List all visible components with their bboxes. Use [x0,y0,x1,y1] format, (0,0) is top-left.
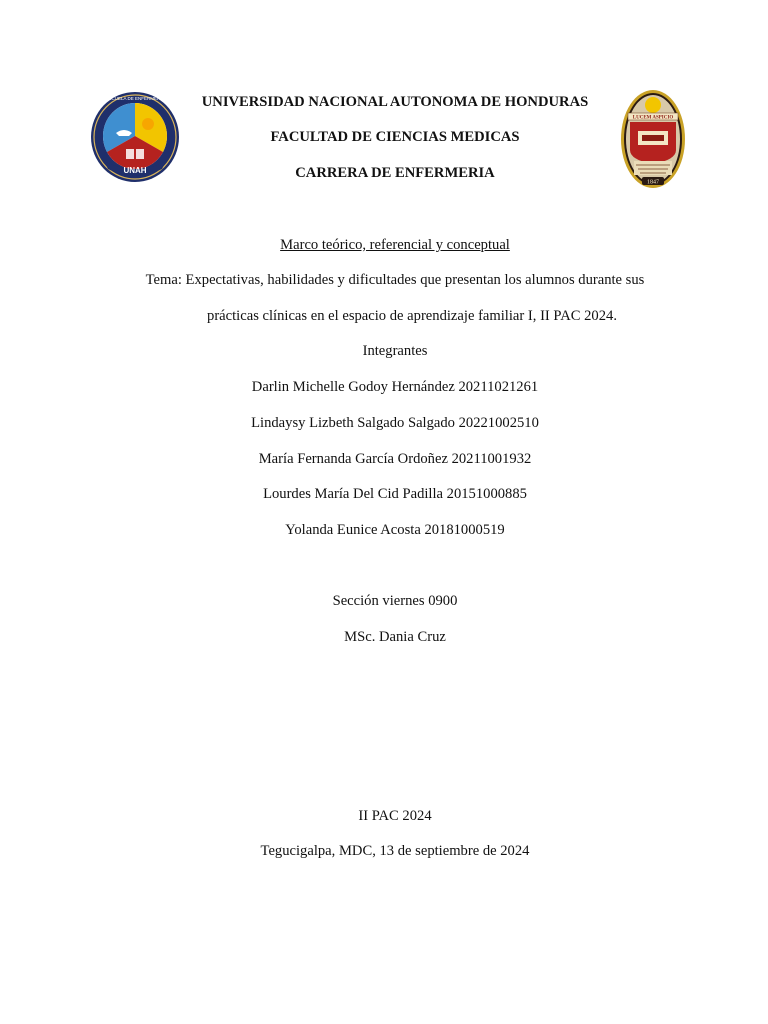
member-item: Darlin Michelle Godoy Hernández 20211021261 [251,379,539,395]
svg-text:1847: 1847 [647,179,659,186]
document-subtitle [11,236,768,254]
faculty-title: FACULTAD DE CIENCIAS MEDICAS [270,129,520,145]
svg-text:LUCEM ASPICIO: LUCEM ASPICIO [632,115,674,121]
members-heading: Integrantes [362,343,428,359]
svg-text:UNAH: UNAH [123,166,147,175]
member-item: Lindaysy Lizbeth Salgado Salgado 20221002510 [251,415,539,431]
period-label: II PAC 2024 [358,808,432,824]
document-subtitle-text: Marco teórico, referencial y conceptual [280,237,510,253]
svg-text:ESCUELA DE ENFERMERIA: ESCUELA DE ENFERMERIA [105,96,165,101]
member-item: Lourdes María Del Cid Padilla 20151000885 [263,486,527,502]
section-label: Sección viernes 0900 [332,593,458,609]
university-title: UNIVERSIDAD NACIONAL AUTONOMA DE HONDURAS [201,94,589,110]
member-item: María Fernanda García Ordoñez 20211001932 [258,451,532,467]
career-title: CARRERA DE ENFERMERIA [295,165,495,181]
member-item: Yolanda Eunice Acosta 20181000519 [285,522,505,538]
professor-label: MSc. Dania Cruz [344,629,446,645]
topic-line-1: Tema: Expectativas, habilidades y dificultades que presentan los alumnos durante sus [145,272,645,288]
topic-line-2: prácticas clínicas en el espacio de aprendizaje familiar I, II PAC 2024. [207,308,617,324]
place-date-label: Tegucigalpa, MDC, 13 de septiembre de 2024 [260,843,530,859]
